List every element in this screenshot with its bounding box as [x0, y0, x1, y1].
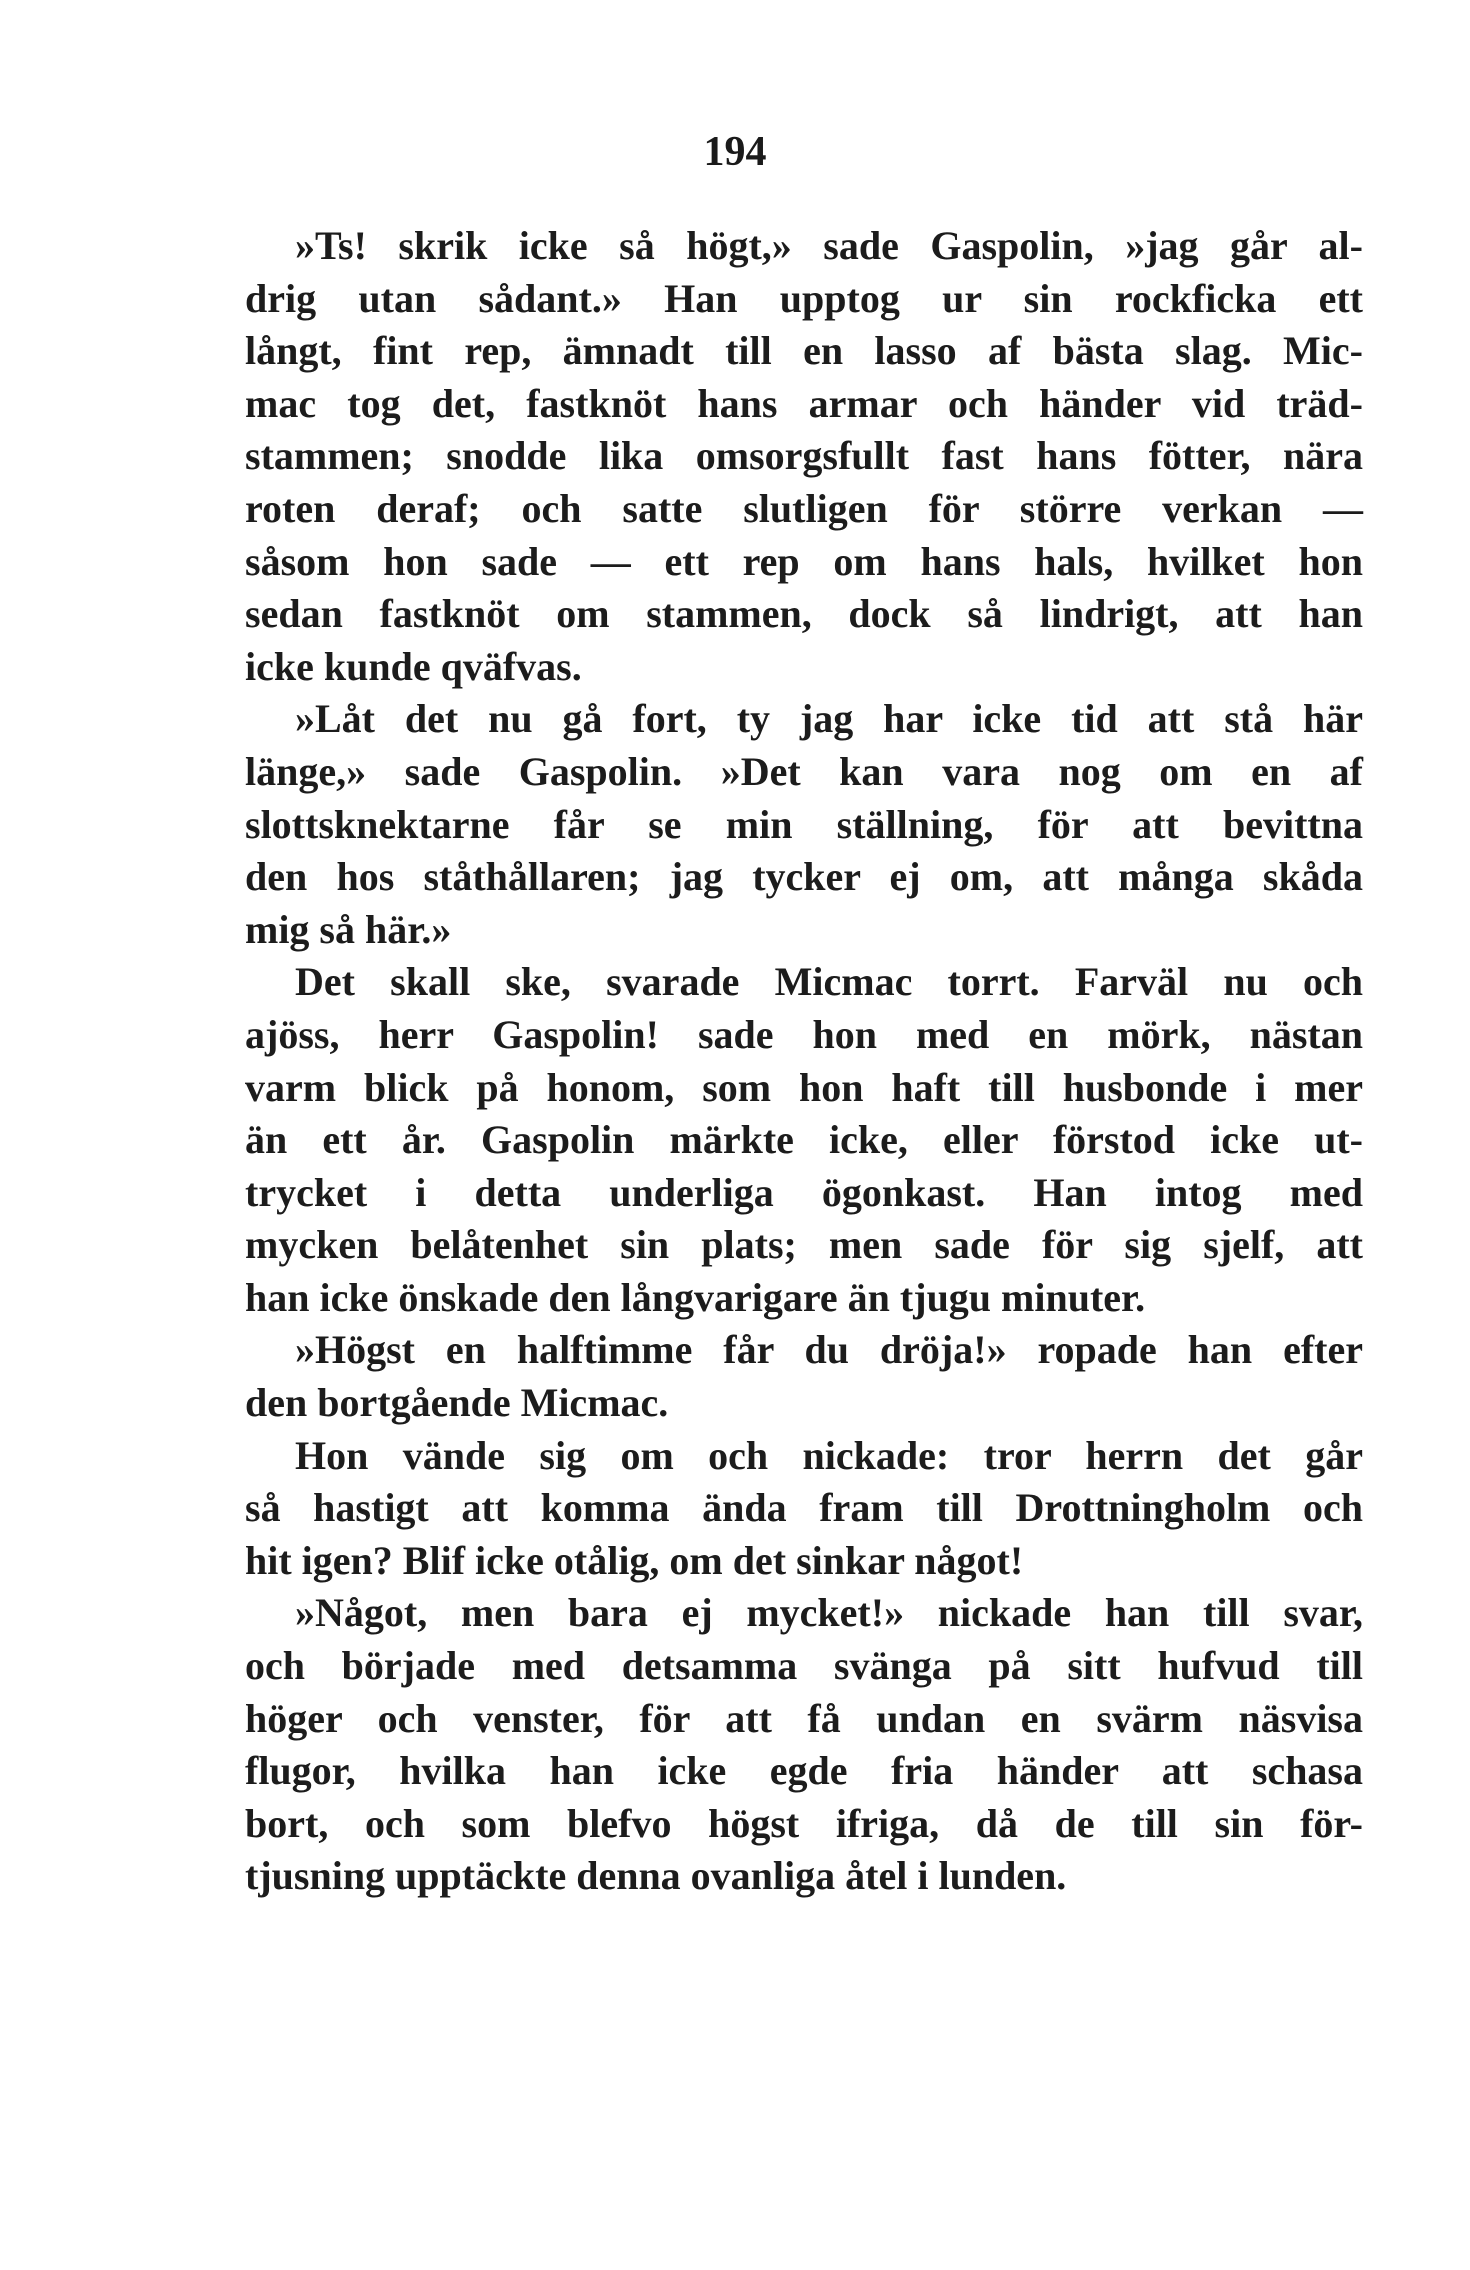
text-line: sedan fastknöt om stammen, dock så lindrigt, att han	[245, 591, 1363, 637]
text-line: stammen; snodde lika omsorgsfullt fast hans fötter, nära	[245, 433, 1363, 479]
text-line: och började med detsamma svänga på sitt hufvud till	[245, 1643, 1363, 1689]
text-line: långt, fint rep, ämnadt till en lasso af bästa slag. Mic-	[245, 328, 1363, 374]
text-line: Hon vände sig om och nickade: tror herrn det går	[295, 1432, 1363, 1478]
text-line: flugor, hvilka han icke egde fria händer att schasa	[245, 1748, 1363, 1794]
text-line: såsom hon sade — ett rep om hans hals, hvilket hon	[245, 538, 1363, 584]
text-line: mig så här.»	[245, 906, 452, 952]
text-line: »Högst en halftimme får du dröja!» ropade han efter	[295, 1327, 1363, 1373]
text-line: Det skall ske, svarade Micmac torrt. Farväl nu och	[295, 959, 1363, 1005]
text-line: höger och venster, för att få undan en svärm näsvisa	[245, 1695, 1363, 1741]
page-number: 194	[703, 129, 767, 175]
text-line: mycken belåtenhet sin plats; men sade för sig sjelf, att	[245, 1222, 1363, 1268]
text-line: trycket i detta underliga ögonkast. Han intog med	[245, 1169, 1363, 1215]
text-line: länge,» sade Gaspolin. »Det kan vara nog om en af	[245, 748, 1363, 794]
text-line: ajöss, herr Gaspolin! sade hon med en mörk, nästan	[245, 1011, 1363, 1057]
paragraph	[245, 1587, 1363, 1903]
paragraph	[245, 956, 1363, 1324]
text-line: så hastigt att komma ända fram till Drottningholm och	[245, 1485, 1363, 1531]
text-line: »Något, men bara ej mycket!» nickade han till svar,	[295, 1590, 1363, 1636]
text-line: bort, och som blefvo högst ifriga, då de till sin för-	[245, 1800, 1363, 1846]
text-line: roten deraf; och satte slutligen för större verkan —	[245, 485, 1363, 531]
text-line: tjusning upptäckte denna ovanliga åtel i lunden.	[245, 1853, 1067, 1899]
text-line: varm blick på honom, som hon haft till husbonde i mer	[245, 1064, 1363, 1110]
text-line: drig utan sådant.» Han upptog ur sin rockficka ett	[245, 275, 1363, 321]
paragraph	[245, 220, 1363, 693]
text-line: mac tog det, fastknöt hans armar och händer vid träd-	[245, 380, 1363, 426]
paragraph	[245, 1324, 1363, 1429]
text-line: den hos ståthållaren; jag tycker ej om, att många skåda	[245, 854, 1363, 900]
text-line: än ett år. Gaspolin märkte icke, eller förstod icke ut-	[245, 1117, 1363, 1163]
text-line: den bortgående Micmac.	[245, 1380, 669, 1426]
paragraph	[245, 693, 1363, 956]
text-line: »Låt det nu gå fort, ty jag har icke tid att stå här	[295, 696, 1363, 742]
text-line: icke kunde qväfvas.	[245, 643, 582, 689]
text-line: »Ts! skrik icke så högt,» sade Gaspolin, »jag går al-	[295, 223, 1363, 268]
body-text	[245, 220, 1363, 1903]
text-line: han icke önskade den långvarigare än tjugu minuter.	[245, 1274, 1146, 1320]
paragraph	[245, 1430, 1363, 1588]
text-line: slottsknektarne får se min ställning, för att bevittna	[245, 801, 1363, 847]
text-line: hit igen? Blif icke otålig, om det sinkar något!	[245, 1537, 1024, 1583]
